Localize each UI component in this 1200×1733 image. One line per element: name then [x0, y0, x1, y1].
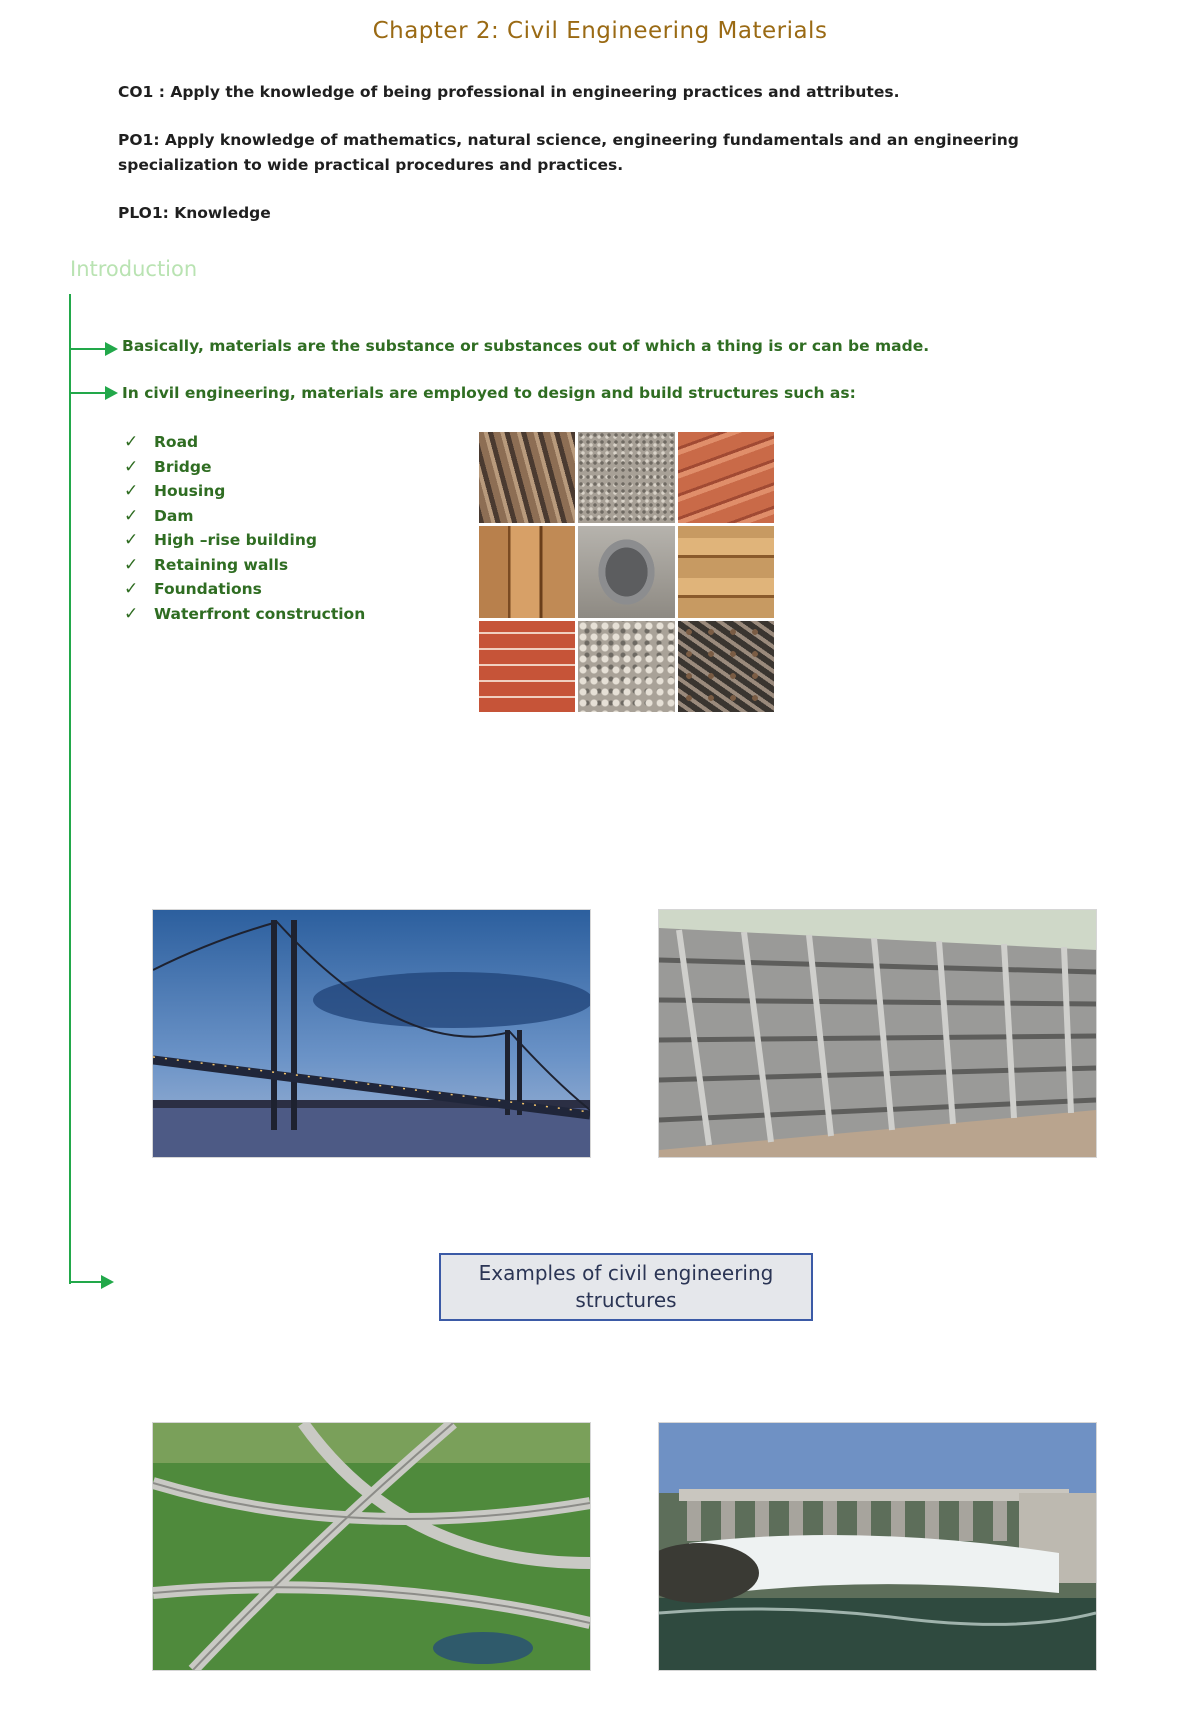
material-photo-bricks [479, 621, 575, 712]
material-photo-roof-tiles [678, 432, 774, 523]
introduction-heading: Introduction [70, 257, 198, 281]
structures-list [124, 430, 365, 626]
material-photo-lumber [678, 526, 774, 617]
check-icon: ✓ [124, 456, 139, 477]
check-icon: ✓ [124, 603, 139, 624]
list-item: ✓ High –rise building [124, 530, 317, 551]
intro-point-civil-structures: In civil engineering, materials are employed to design and build structures such as: [122, 384, 856, 402]
list-item: ✓ Dam [124, 505, 194, 526]
photo-retaining-wall [658, 909, 1097, 1158]
list-item: ✓ Retaining walls [124, 554, 289, 575]
material-photo-concrete-mixer [578, 526, 674, 617]
check-icon: ✓ [124, 579, 139, 600]
photo-highway-interchange [152, 1422, 591, 1671]
list-item: ✓ Foundations [124, 579, 262, 600]
list-item: ✓ Road [124, 432, 199, 453]
list-item: ✓ Housing [124, 481, 226, 502]
material-photo-crushed-stone [578, 621, 674, 712]
intro-point-definition: Basically, materials are the substance or substances out of which a thing is or can be made. [122, 337, 930, 355]
check-icon: ✓ [124, 481, 139, 502]
check-icon: ✓ [124, 432, 139, 453]
arrow-right-icon [69, 348, 106, 350]
material-photo-timber-stack [479, 526, 575, 617]
list-item: ✓ Waterfront construction [124, 603, 366, 624]
material-photo-gravel [578, 432, 674, 523]
program-outcome-po1: PO1: Apply knowledge of mathematics, natural science, engineering fundamentals and an engineering specialization to wide practical procedures and practices. [118, 131, 1019, 174]
photo-suspension-bridge [152, 909, 591, 1158]
arrow-right-icon [69, 392, 106, 394]
material-photo-rebar [678, 621, 774, 712]
material-photo-steel-rods [479, 432, 575, 523]
check-icon: ✓ [124, 554, 139, 575]
arrow-right-icon [69, 1281, 102, 1283]
chapter-title: Chapter 2: Civil Engineering Materials [372, 18, 828, 44]
materials-collage [479, 432, 774, 712]
check-icon: ✓ [124, 505, 139, 526]
program-learning-outcome-plo1: PLO1: Knowledge [118, 204, 271, 222]
photo-dam-spillway [658, 1422, 1097, 1671]
structures-caption: Examples of civil engineering structures [439, 1253, 813, 1321]
course-outcome-co1: CO1 : Apply the knowledge of being professional in engineering practices and attributes. [118, 83, 900, 101]
check-icon: ✓ [124, 530, 139, 551]
connector-line [69, 294, 71, 1284]
list-item: ✓ Bridge [124, 456, 212, 477]
